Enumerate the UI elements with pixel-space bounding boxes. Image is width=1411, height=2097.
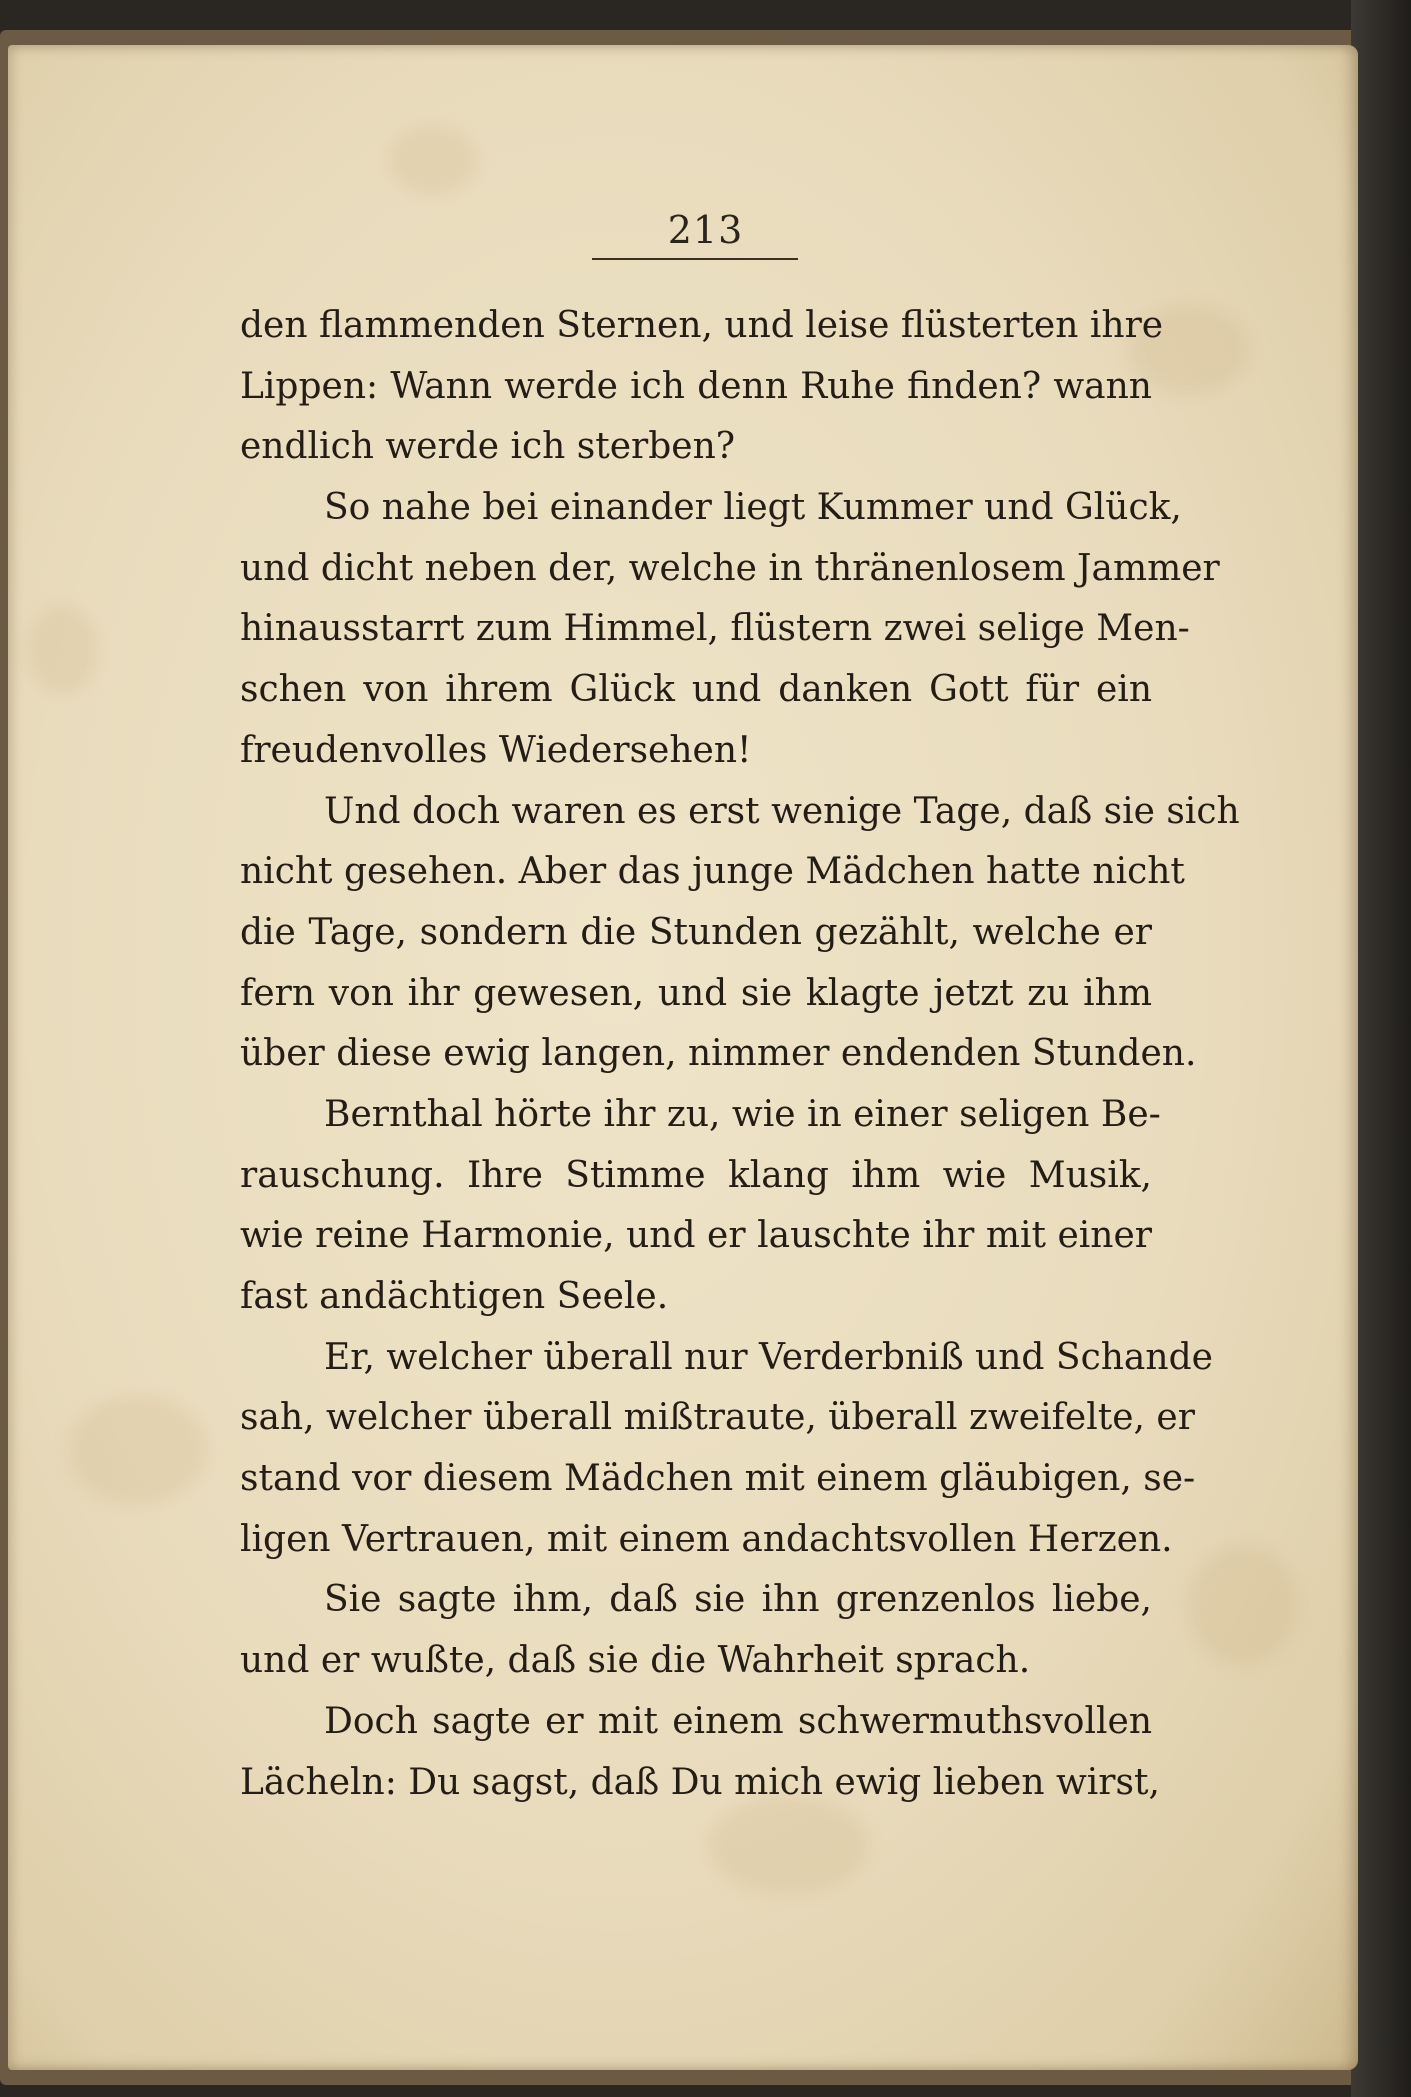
paper-stain: [1188, 1545, 1298, 1665]
text-line: über diese ewig langen, nimmer endenden Stunden.: [240, 1033, 1197, 1075]
text-line: So nahe bei einander liegt Kummer und Glück,: [324, 487, 1182, 529]
text-line: Doch sagte er mit einem schwermuthsvollen: [324, 1700, 1152, 1742]
text-line: Lächeln: Du sagst, daß Du mich ewig lieben wirst,: [240, 1761, 1160, 1803]
text-line: fern von ihr gewesen, und sie klagte jetzt zu ihm: [240, 972, 1152, 1014]
text-line: und er wußte, daß sie die Wahrheit sprach.: [240, 1640, 1031, 1682]
paper-stain: [68, 1395, 208, 1505]
text-line: freudenvolles Wiedersehen!: [240, 729, 752, 771]
text-line: stand vor diesem Mädchen mit einem gläubigen, se-: [240, 1458, 1196, 1500]
text-line: und dicht neben der, welche in thränenlosem Jammer: [240, 547, 1220, 589]
text-line: fast andächtigen Seele.: [240, 1276, 669, 1317]
body-text: [240, 296, 1240, 1813]
text-line: endlich werde ich sterben?: [240, 426, 736, 468]
text-line: rauschung. Ihre Stimme klang ihm wie Musik,: [240, 1154, 1152, 1196]
page-number-rule: [592, 258, 798, 260]
text-line: sah, welcher überall mißtraute, überall zweifelte, er: [240, 1397, 1195, 1439]
paper-stain: [28, 605, 98, 695]
text-line: Bernthal hörte ihr zu, wie in einer seligen Be-: [324, 1093, 1161, 1135]
binding-shadow: [1351, 0, 1411, 2097]
page-number: 213: [667, 208, 744, 252]
text-line: nicht gesehen. Aber das junge Mädchen hatte nicht: [240, 851, 1185, 893]
text-line: wie reine Harmonie, und er lauschte ihr mit einer: [240, 1215, 1152, 1257]
text-line: Lippen: Wann werde ich denn Ruhe finden? wann: [240, 365, 1152, 407]
text-line: den flammenden Sternen, und leise flüsterten ihre: [240, 305, 1164, 346]
text-line: die Tage, sondern die Stunden gezählt, welche er: [240, 911, 1152, 953]
text-line: ligen Vertrauen, mit einem andachtsvollen Herzen.: [240, 1518, 1173, 1560]
paper-stain: [388, 125, 478, 195]
text-line: Und doch waren es erst wenige Tage, daß sie sich: [324, 790, 1240, 832]
text-line: hinausstarrt zum Himmel, flüstern zwei selige Men-: [240, 608, 1190, 650]
text-line: Sie sagte ihm, daß sie ihn grenzenlos liebe,: [324, 1579, 1152, 1621]
text-line: Er, welcher überall nur Verderbniß und Schande: [324, 1336, 1213, 1378]
text-line: schen von ihrem Glück und danken Gott für ein: [240, 669, 1152, 711]
